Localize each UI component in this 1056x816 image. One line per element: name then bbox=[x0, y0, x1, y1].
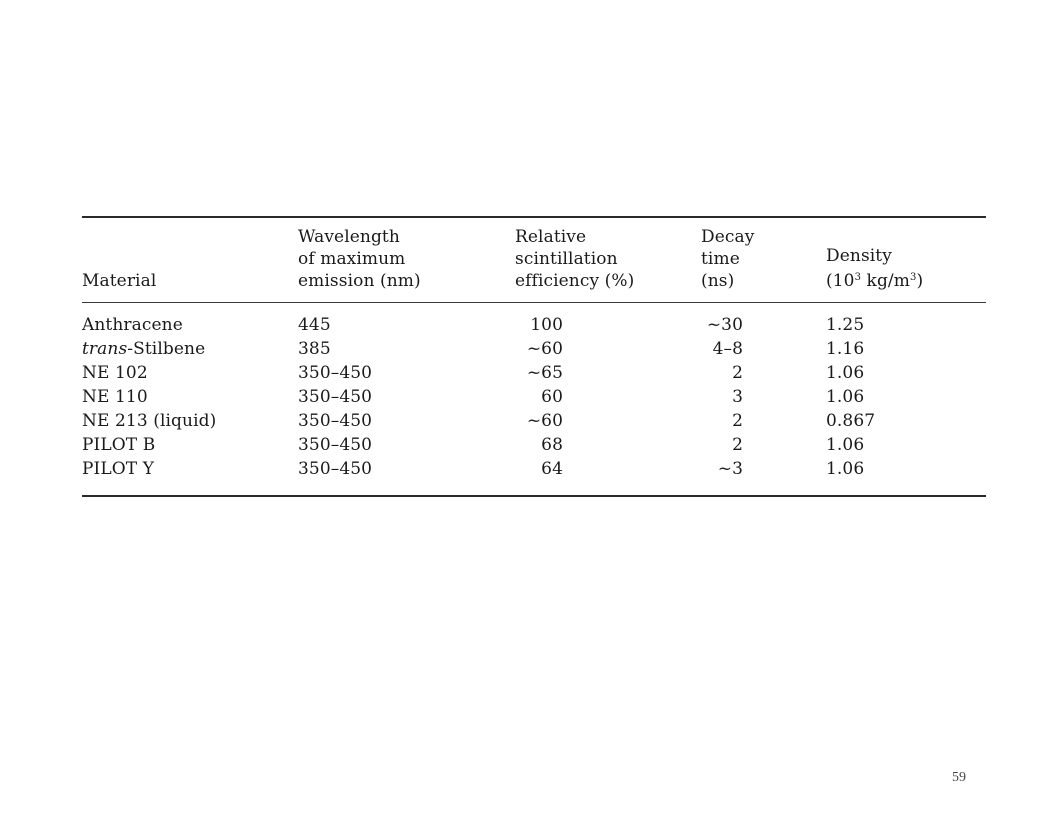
cell-material bbox=[82, 409, 298, 433]
cell-wavelength: 350–450 bbox=[298, 435, 373, 455]
cell-efficiency bbox=[515, 457, 701, 495]
material-italic-prefix: trans bbox=[82, 339, 128, 359]
table-row bbox=[82, 337, 986, 361]
header-row bbox=[82, 218, 986, 302]
material-name: -Stilbene bbox=[127, 339, 206, 359]
table-row bbox=[82, 433, 986, 457]
cell-decay-time bbox=[701, 337, 826, 361]
cell-density: 1.16 bbox=[826, 339, 865, 359]
header-material: Material bbox=[82, 271, 157, 291]
header-density: Density ($10^3$ $kg/m^3$) bbox=[826, 218, 986, 302]
cell-wavelength: 350–450 bbox=[298, 459, 373, 479]
cell-material bbox=[82, 433, 298, 457]
scintillator-properties-table bbox=[82, 218, 986, 302]
cell-material bbox=[82, 457, 298, 495]
efficiency-value: 100 bbox=[530, 315, 563, 335]
cell-material bbox=[82, 385, 298, 409]
cell-wavelength: 385 bbox=[298, 339, 331, 359]
decay-time-value: 4–8 bbox=[712, 339, 743, 359]
cell-wavelength: 445 bbox=[298, 315, 331, 335]
cell-decay-time bbox=[701, 409, 826, 433]
cell-density: 1.06 bbox=[826, 435, 865, 455]
cell-material bbox=[82, 303, 298, 337]
table-row bbox=[82, 385, 986, 409]
material-name: NE 110 bbox=[82, 387, 148, 407]
cell-decay-time bbox=[701, 361, 826, 385]
header-wavelength: Wavelength of maximum emission (nm) bbox=[298, 227, 421, 291]
decay-time-value: 3 bbox=[732, 387, 743, 407]
cell-efficiency bbox=[515, 385, 701, 409]
table-row bbox=[82, 303, 986, 337]
material-name: NE 213 (liquid) bbox=[82, 411, 217, 431]
cell-density: 1.25 bbox=[826, 315, 865, 335]
efficiency-value: ~65 bbox=[526, 363, 563, 383]
material-name: PILOT Y bbox=[82, 459, 155, 479]
cell-efficiency bbox=[515, 433, 701, 457]
cell-efficiency bbox=[515, 303, 701, 337]
efficiency-value: 60 bbox=[541, 387, 563, 407]
cell-decay-time bbox=[701, 433, 826, 457]
material-name: Anthracene bbox=[82, 315, 183, 335]
cell-density: 0.867 bbox=[826, 411, 876, 431]
cell-decay-time bbox=[701, 303, 826, 337]
cell-efficiency bbox=[515, 361, 701, 385]
cell-material bbox=[82, 337, 298, 361]
density-unit: ($10^3$ $kg/m^3$) bbox=[826, 271, 924, 291]
cell-density: 1.06 bbox=[826, 387, 865, 407]
decay-time-value: ~3 bbox=[717, 459, 743, 479]
decay-time-value: 2 bbox=[732, 363, 743, 383]
cell-wavelength: 350–450 bbox=[298, 363, 373, 383]
cell-density: 1.06 bbox=[826, 363, 865, 383]
bottom-rule bbox=[82, 495, 986, 497]
efficiency-value: ~60 bbox=[526, 339, 563, 359]
cell-efficiency bbox=[515, 337, 701, 361]
cell-decay-time bbox=[701, 385, 826, 409]
efficiency-value: ~60 bbox=[526, 411, 563, 431]
cell-efficiency bbox=[515, 409, 701, 433]
header-decay-time: Decay time (ns) bbox=[701, 227, 755, 291]
header-efficiency: Relative scintillation efficiency (%) bbox=[515, 227, 635, 291]
efficiency-value: 68 bbox=[541, 435, 563, 455]
material-name: NE 102 bbox=[82, 363, 148, 383]
table-row bbox=[82, 457, 986, 495]
cell-decay-time bbox=[701, 457, 826, 495]
efficiency-value: 64 bbox=[541, 459, 563, 479]
cell-density: 1.06 bbox=[826, 459, 865, 479]
table-row bbox=[82, 409, 986, 433]
material-name: PILOT B bbox=[82, 435, 156, 455]
page-number: 59 bbox=[952, 770, 966, 785]
decay-time-value: ~30 bbox=[706, 315, 743, 335]
decay-time-value: 2 bbox=[732, 435, 743, 455]
scintillator-body-table bbox=[82, 303, 986, 495]
cell-material bbox=[82, 361, 298, 385]
scintillator-table-container bbox=[82, 216, 986, 497]
table-row bbox=[82, 361, 986, 385]
decay-time-value: 2 bbox=[732, 411, 743, 431]
cell-wavelength: 350–450 bbox=[298, 387, 373, 407]
cell-wavelength: 350–450 bbox=[298, 411, 373, 431]
